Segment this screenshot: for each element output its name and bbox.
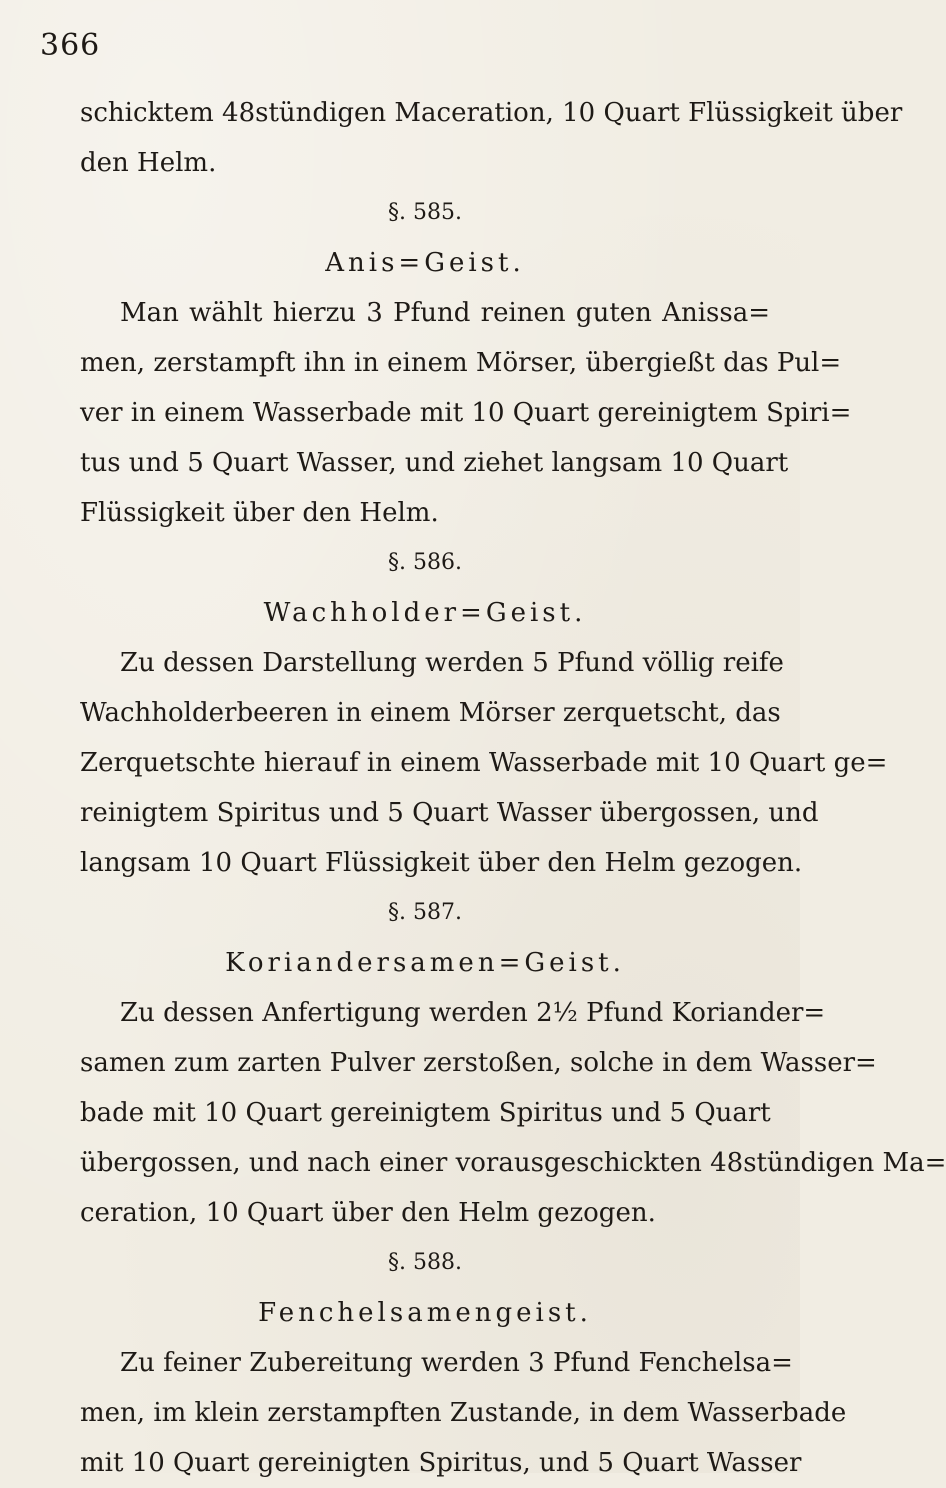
text-line: ceration, 10 Quart über den Helm gezogen. <box>80 1198 656 1228</box>
text-line: men, zerstampft ihn in einem Mörser, übergießt das Pul= <box>80 348 842 378</box>
text-line: Man wählt hierzu 3 Pfund reinen guten Anissa= <box>120 298 770 328</box>
text-line: men, im klein zerstampften Zustande, in dem Wasserbade <box>80 1398 847 1428</box>
text-line: samen zum zarten Pulver zerstoßen, solche in dem Wasser= <box>80 1048 877 1078</box>
text-line: ver in einem Wasserbade mit 10 Quart gereinigtem Spiri= <box>80 398 852 428</box>
section-heading: Anis=Geist. <box>325 248 525 278</box>
section-number: §. 588. <box>388 1250 462 1275</box>
text-line: Flüssigkeit über den Helm. <box>80 498 439 528</box>
text-line: Zu dessen Anfertigung werden 2½ Pfund Koriander= <box>120 998 826 1028</box>
section-number: §. 585. <box>388 200 462 225</box>
text-line: übergossen, und nach einer vorausgeschickten 48stündigen Ma= <box>80 1148 946 1178</box>
section-heading: Wachholder=Geist. <box>263 598 587 628</box>
text-line: Zu dessen Darstellung werden 5 Pfund völlig reife <box>120 648 784 678</box>
section-heading: Koriandersamen=Geist. <box>225 948 625 978</box>
text-line: Zu feiner Zubereitung werden 3 Pfund Fenchelsa= <box>120 1348 793 1378</box>
text-line: den Helm. <box>80 148 217 178</box>
page-number: 366 <box>40 28 101 63</box>
section-number: §. 586. <box>388 550 462 575</box>
text-line: reinigtem Spiritus und 5 Quart Wasser übergossen, und <box>80 798 819 828</box>
body-text <box>80 88 946 1488</box>
section-number: §. 587. <box>388 900 462 925</box>
text-line: schicktem 48stündigen Maceration, 10 Quart Flüssigkeit über <box>80 98 903 128</box>
text-line: Wachholderbeeren in einem Mörser zerquetscht, das <box>80 698 781 728</box>
section-heading: Fenchelsamengeist. <box>258 1298 592 1328</box>
text-line: mit 10 Quart gereinigten Spiritus, und 5 Quart Wasser <box>80 1448 802 1478</box>
text-line: langsam 10 Quart Flüssigkeit über den Helm gezogen. <box>80 848 803 878</box>
text-line: bade mit 10 Quart gereinigtem Spiritus und 5 Quart <box>80 1098 771 1128</box>
text-line: Zerquetschte hierauf in einem Wasserbade mit 10 Quart ge= <box>80 748 888 778</box>
text-line: tus und 5 Quart Wasser, und ziehet langsam 10 Quart <box>80 448 789 478</box>
